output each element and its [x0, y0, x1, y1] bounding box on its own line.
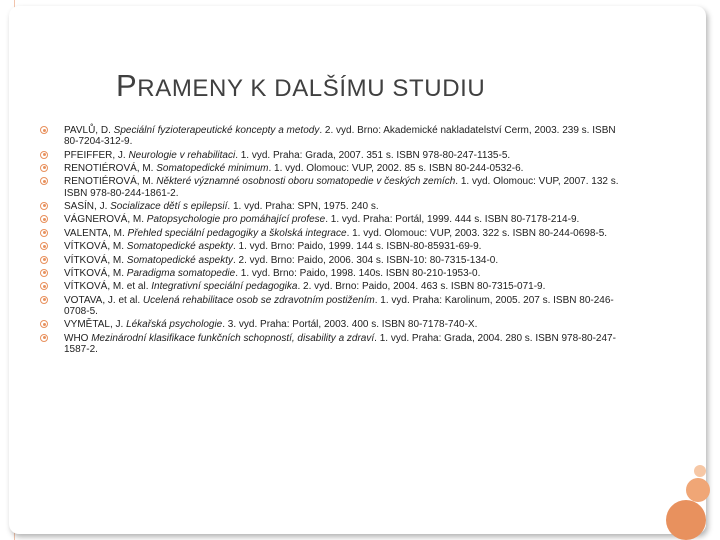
bullet-icon	[40, 215, 48, 223]
reference-item: RENOTIÉROVÁ, M. Některé významné osobnosti oboru somatopedie v českých zemích. 1. vyd. Olomouc: VUP, 2007. 132 s. ISBN 978-80-244-1861-2.	[40, 176, 630, 198]
bullet-icon	[40, 296, 48, 304]
reference-item: VYMĚTAL, J. Lékařská psychologie. 3. vyd. Praha: Portál, 2003. 400 s. ISBN 80-7178-740-X.	[40, 319, 630, 330]
reference-item: PFEIFFER, J. Neurologie v rehabilitaci. 1. vyd. Praha: Grada, 2007. 351 s. ISBN 978-80-247-1135-5.	[40, 150, 630, 161]
reference-item: RENOTIÉROVÁ, M. Somatopedické minimum. 1. vyd. Olomouc: VUP, 2002. 85 s. ISBN 80-244-0532-6.	[40, 163, 630, 174]
title-initial: P	[116, 68, 138, 103]
reference-item: VÍTKOVÁ, M. et al. Integrativní speciální pedagogika. 2. vyd. Brno: Paido, 2004. 463 s. ISBN 80-7315-071-9.	[40, 281, 630, 292]
bullet-icon	[40, 177, 48, 185]
bullet-icon	[40, 164, 48, 172]
reference-item: VOTAVA, J. et al. Ucelená rehabilitace osob se zdravotním postižením. 1. vyd. Praha: Karolinum, 2005. 207 s. ISBN 80-246-0708-5.	[40, 295, 630, 317]
bullet-icon	[40, 320, 48, 328]
bullet-icon	[40, 242, 48, 250]
page-title	[116, 68, 485, 104]
bullet-icon	[40, 202, 48, 210]
reference-item: VÍTKOVÁ, M. Somatopedické aspekty. 1. vyd. Brno: Paido, 1999. 144 s. ISBN-80-85931-69-9.	[40, 241, 630, 252]
bullet-icon	[40, 126, 48, 134]
bullet-icon	[40, 282, 48, 290]
reference-list	[40, 125, 630, 357]
reference-item: VALENTA, M. Přehled speciální pedagogiky a školská integrace. 1. vyd. Olomouc: VUP, 2003. 322 s. ISBN 80-244-0698-5.	[40, 228, 630, 239]
reference-item: PAVLŮ, D. Speciální fyzioterapeutické koncepty a metody. 2. vyd. Brno: Akademické nakladatelství Cerm, 2003. 239 s. ISBN 80-7204-312-9.	[40, 125, 630, 147]
decorative-circle-large-icon	[666, 500, 706, 540]
reference-item: SASÍN, J. Socializace dětí s epilepsií. 1. vyd. Praha: SPN, 1975. 240 s.	[40, 201, 630, 212]
bullet-icon	[40, 269, 48, 277]
decorative-circle-small-icon	[694, 465, 706, 477]
bullet-icon	[40, 256, 48, 264]
bullet-icon	[40, 334, 48, 342]
reference-item: VÁGNEROVÁ, M. Patopsychologie pro pomáhající profese. 1. vyd. Praha: Portál, 1999. 444 s. ISBN 80-7178-214-9.	[40, 214, 630, 225]
bullet-icon	[40, 229, 48, 237]
title-rest: RAMENY K DALŠÍMU STUDIU	[137, 75, 486, 102]
bullet-icon	[40, 151, 48, 159]
decorative-circle-medium-icon	[686, 478, 710, 502]
reference-item: VÍTKOVÁ, M. Paradigma somatopedie. 1. vyd. Brno: Paido, 1998. 140s. ISBN 80-210-1953-0.	[40, 268, 630, 279]
reference-item: VÍTKOVÁ, M. Somatopedické aspekty. 2. vyd. Brno: Paido, 2006. 304 s. ISBN-10: 80-7315-134-0.	[40, 255, 630, 266]
reference-item: WHO Mezinárodní klasifikace funkčních schopností, disability a zdraví. 1. vyd. Praha: Grada, 2004. 280 s. ISBN 978-80-247-1587-2.	[40, 333, 630, 355]
